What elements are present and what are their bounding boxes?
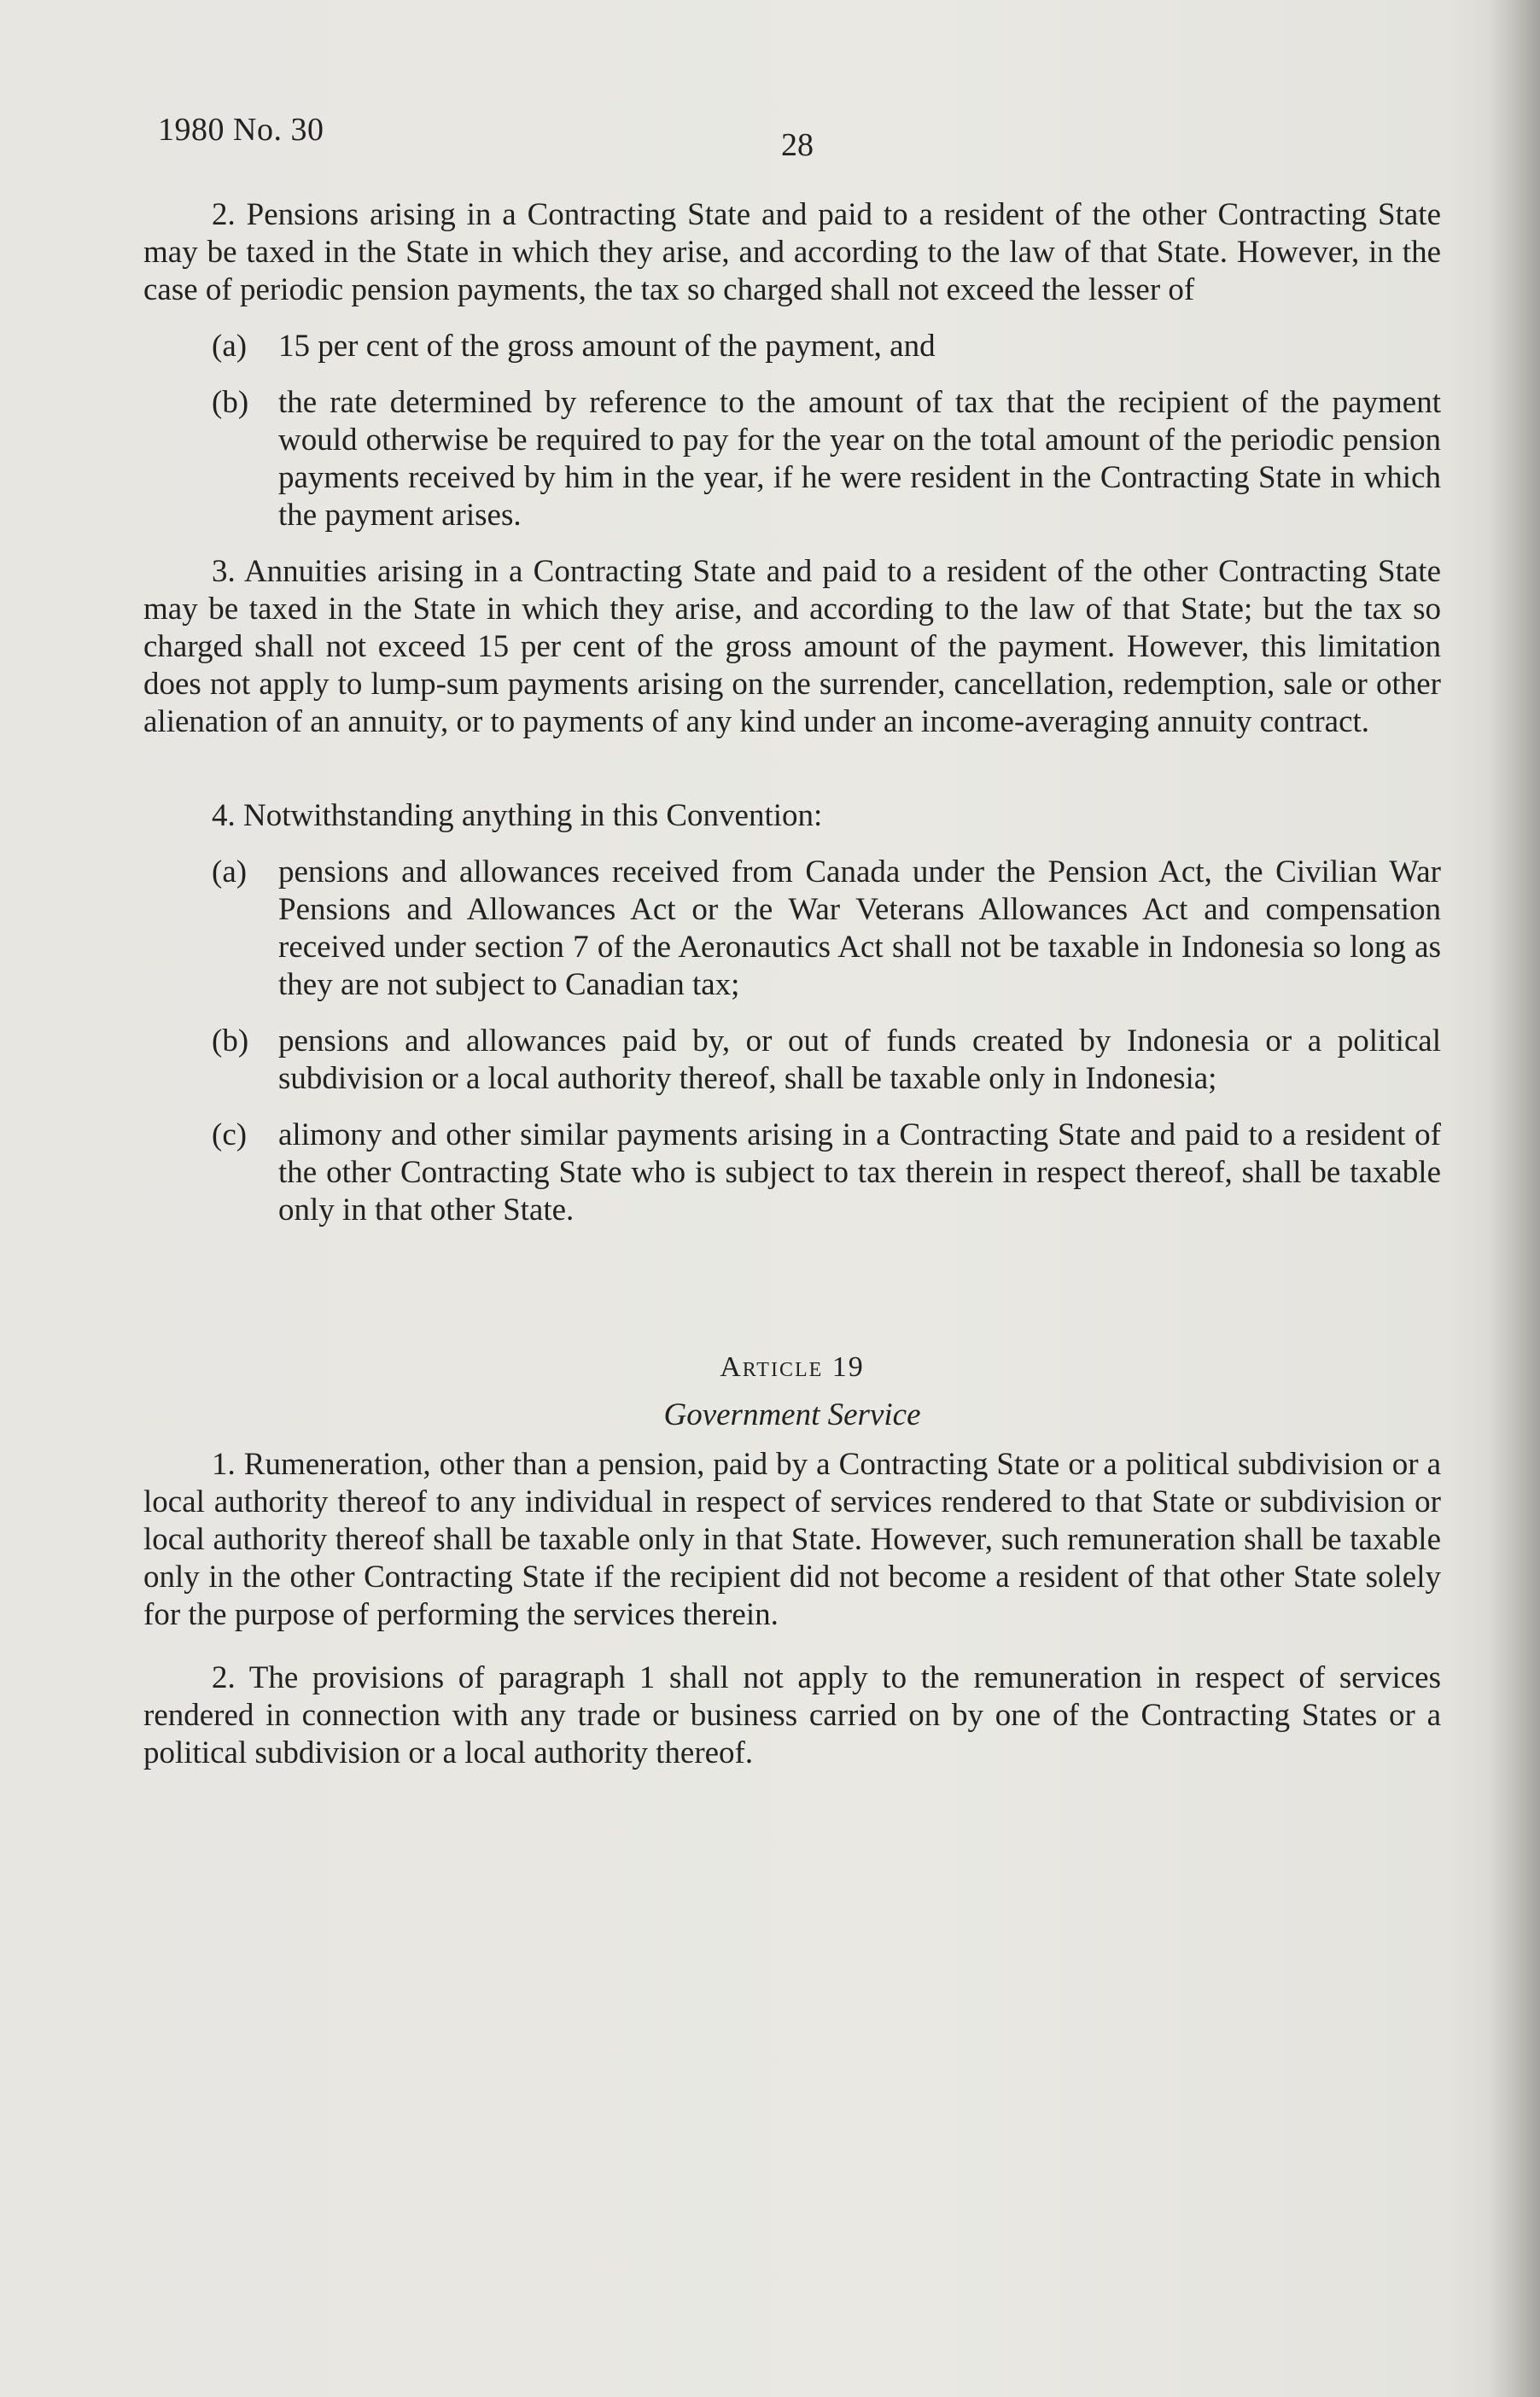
body-text [143, 196, 1441, 1798]
article-title: Government Service [663, 1397, 921, 1432]
subitem-label: (a) [212, 854, 248, 889]
subitem-text: pensions and allowances paid by, or out of funds created by Indonesia or a political subdivision or a local authority thereof, shall be taxable only in Indonesia; [278, 1024, 1441, 1096]
subitem-label: (b) [212, 385, 249, 420]
subitem-label: (a) [212, 329, 248, 364]
subitem-2a [143, 328, 1441, 365]
subitem-text: alimony and other similar payments arising in a Contracting State and paid to a resident of the other Contracting State who is subject to tax therein in respect thereof, shall be taxable only in that other State. [278, 1117, 1441, 1228]
page-header [158, 111, 1455, 162]
subitem-4c [143, 1117, 1441, 1229]
paragraph-3-annuities: 3. Annuities arising in a Contracting State and paid to a resident of the other Contracting State may be taxed in the State in which they arise, and according to the law of that State; but the tax so charged shall not exceed 15 per cent of the gross amount of the payment. However, this limitation does not apply to lump-sum payments arising on the surrender, cancellation, redemption, sale or other alienation of an annuity, or to payments of any kind under an income-averaging annuity contract. [143, 554, 1441, 739]
subitem-text: the rate determined by reference to the amount of tax that the recipient of the payment would otherwise be required to pay for the year on the total amount of the periodic pension payments received by him in the year, if he were resident in the Contracting State in which the payment arises. [278, 385, 1441, 533]
subitem-label: (c) [212, 1117, 248, 1152]
subitem-4a [143, 854, 1441, 1004]
article19-paragraph-2: 2. The provisions of paragraph 1 shall not apply to the remuneration in respect of services rendered in connection with any trade or business carried on by one of the Contracting States or a political subdivision or a local authority thereof. [143, 1660, 1441, 1770]
spacer [143, 767, 1441, 797]
subitem-4b [143, 1023, 1441, 1098]
paragraph-4-notwithstanding: 4. Notwithstanding anything in this Convention: [212, 798, 823, 833]
page-number: 28 [781, 127, 814, 163]
article-heading: Article 19 [720, 1351, 865, 1383]
subitem-text: pensions and allowances received from Canada under the Pension Act, the Civilian War Pensions and Allowances Act or the War Veterans Allowances Act and compensation received under section 7 of the Aeronautics Act shall not be taxable in Indonesia so long as they are not subject to Canadian tax; [278, 854, 1441, 1002]
paragraph-2-pensions: 2. Pensions arising in a Contracting State and paid to a resident of the other Contracting State may be taxed in the State in which they arise, and according to the law of that State. However, in the case of periodic pension payments, the tax so charged shall not exceed the lesser of [143, 197, 1441, 307]
subitem-label: (b) [212, 1024, 249, 1059]
subitem-2b [143, 384, 1441, 534]
running-head: 1980 No. 30 [158, 112, 324, 148]
article19-paragraph-1: 1. Rumeneration, other than a pension, paid by a Contracting State or a political subdivision or a local authority thereof to any individual in respect of services rendered to that State or subdivision or local authority thereof shall be taxable only in that State. However, such remuneration shall be taxable only in the other Contracting State if the recipient did not become a resident of that other State solely for the purpose of performing the services therein. [143, 1447, 1441, 1632]
binding-shadow [1489, 0, 1540, 2397]
subitem-text: 15 per cent of the gross amount of the payment, and [278, 329, 936, 364]
